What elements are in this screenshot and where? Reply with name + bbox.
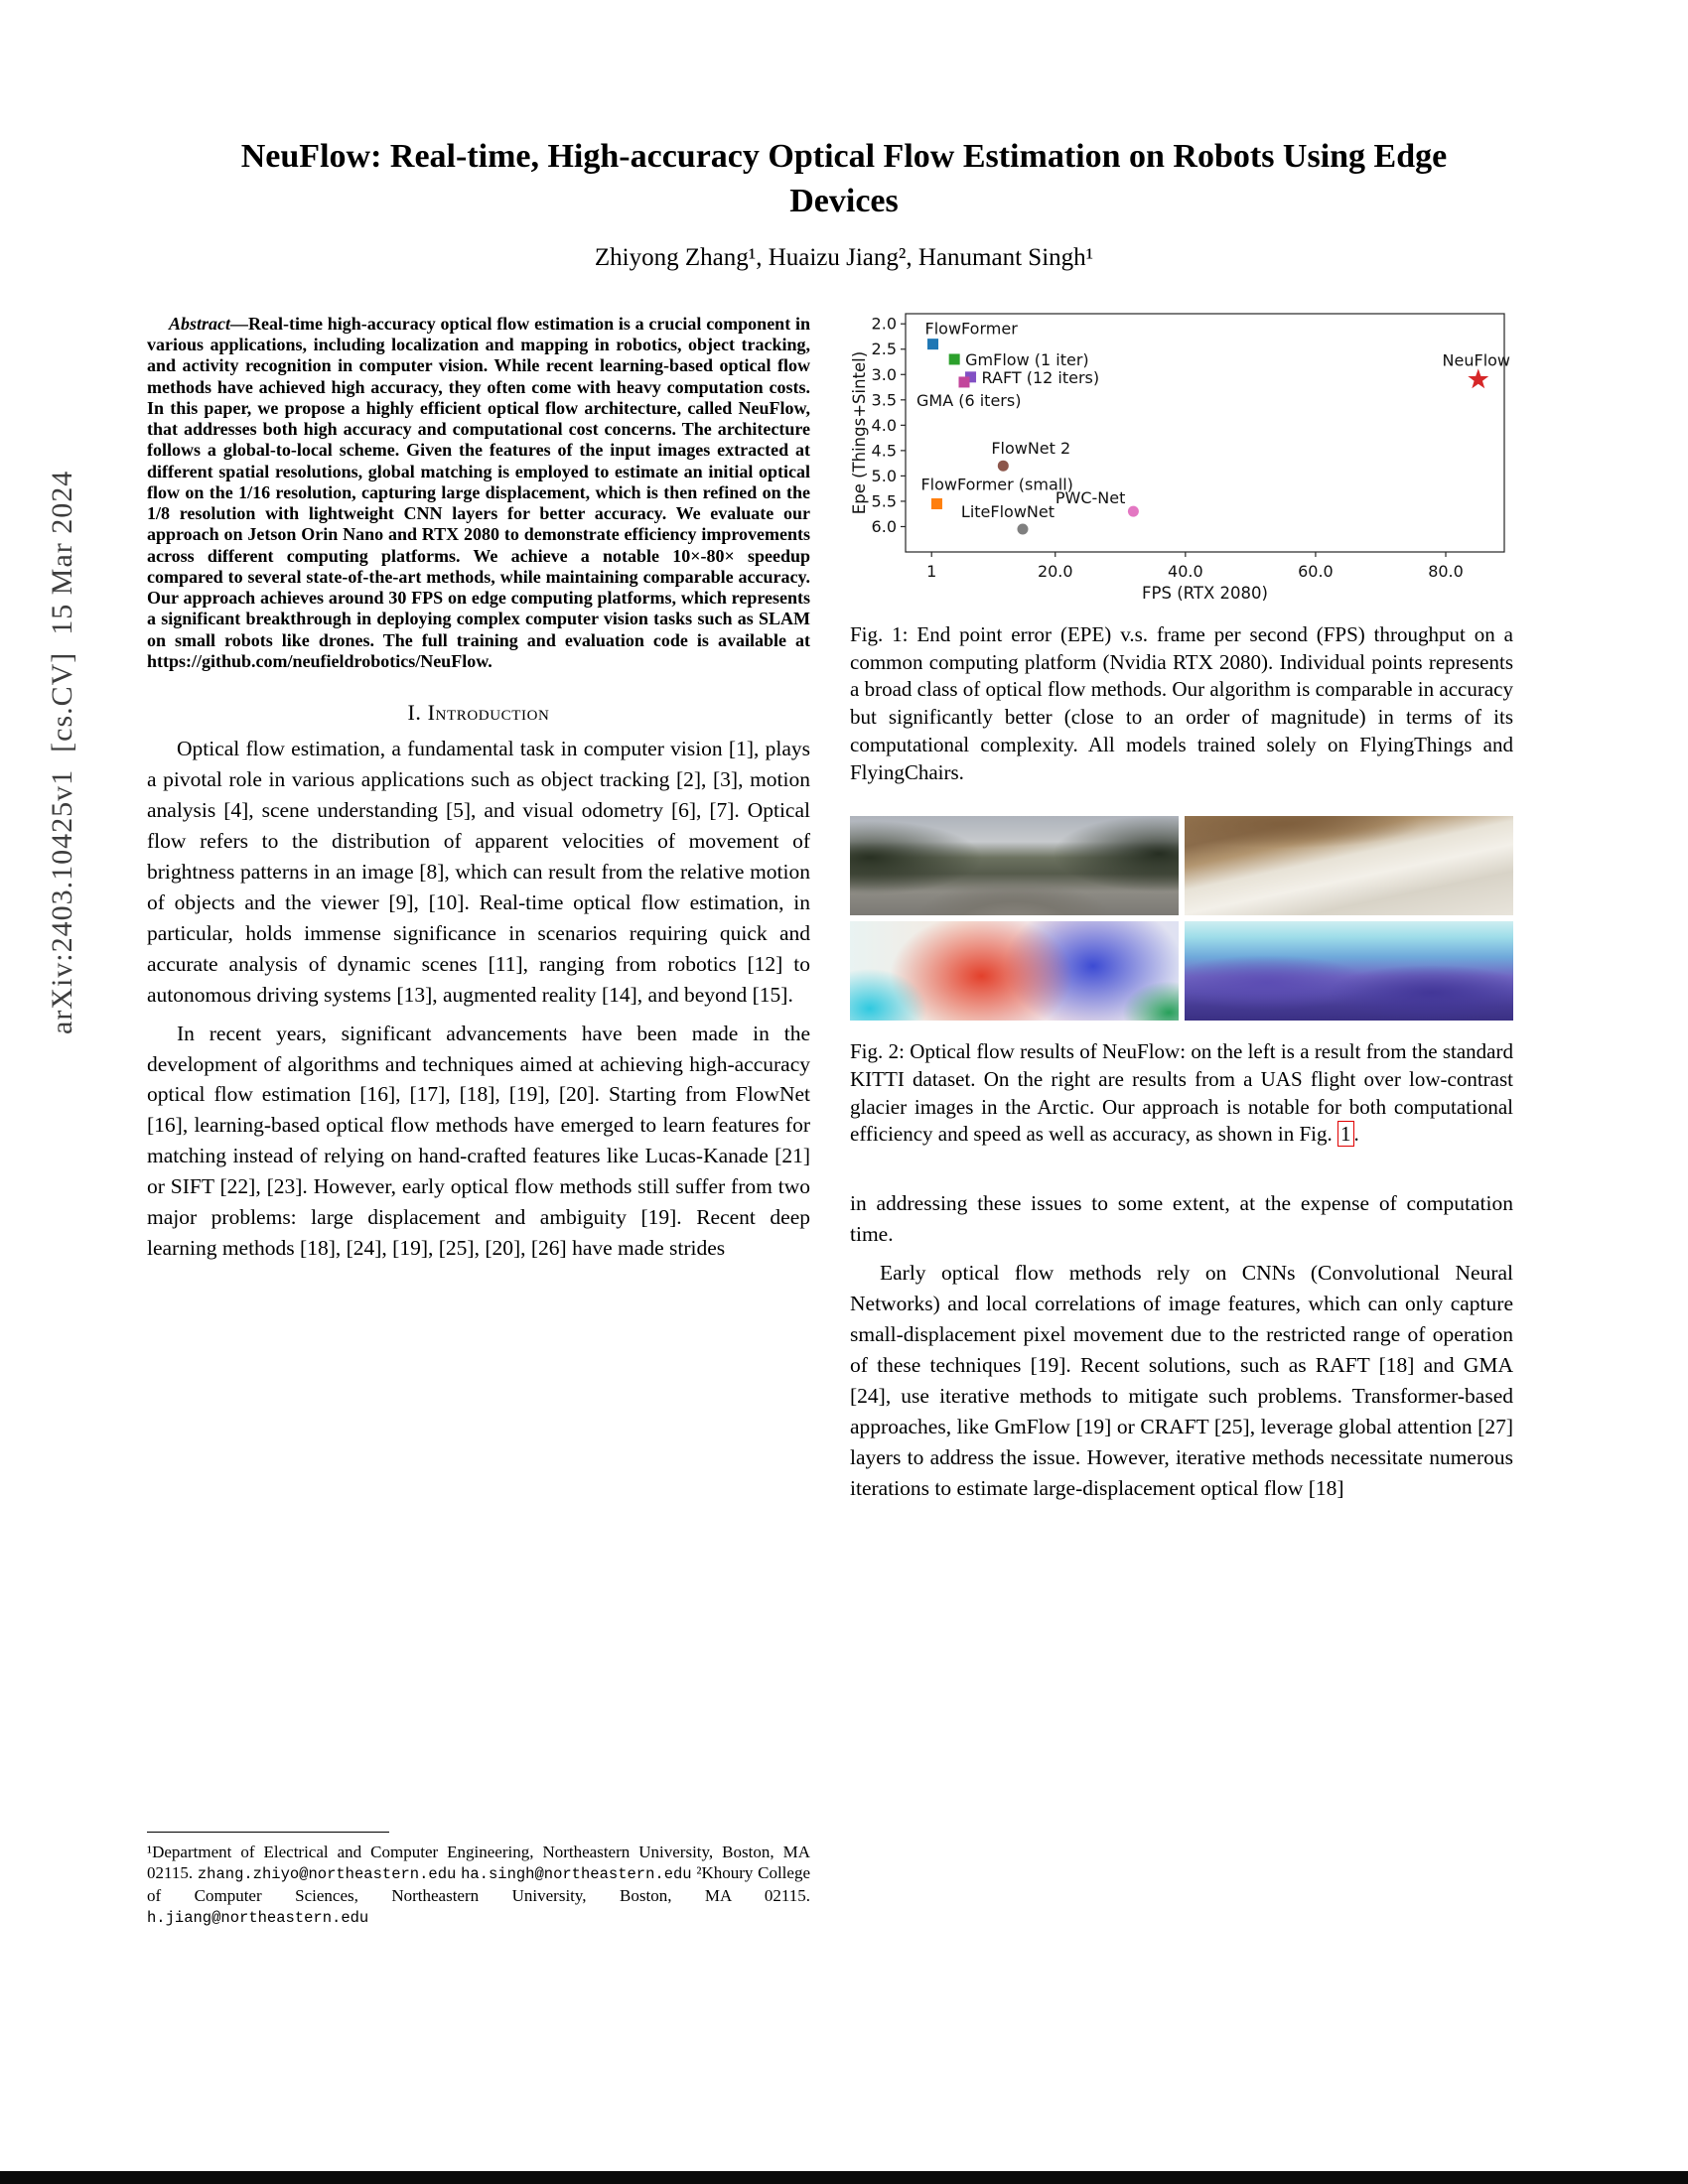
svg-text:60.0: 60.0 [1298, 562, 1334, 581]
svg-text:GmFlow (1 iter): GmFlow (1 iter) [965, 349, 1089, 369]
kitti-optical-flow-image [850, 921, 1179, 1021]
svg-text:3.0: 3.0 [871, 364, 897, 384]
svg-text:3.5: 3.5 [871, 390, 897, 410]
figure-2-caption-end: . [1353, 1122, 1359, 1147]
authors-line: Zhiyong Zhang¹, Huaizu Jiang², Hanumant Singh¹ [594, 244, 1094, 271]
epe-fps-scatter-chart [850, 306, 1512, 604]
svg-text:FlowFormer (small): FlowFormer (small) [920, 475, 1073, 494]
svg-text:Epe (Things+Sintel): Epe (Things+Sintel) [850, 350, 869, 515]
paper-title: NeuFlow: Real-time, High-accuracy Optical Flow Estimation on Robots Using Edge Devices [240, 138, 1448, 219]
introduction-paragraph-2: In recent years, significant advancements have been made in the development of algorithms and techniques aimed at achieving high-accuracy optical flow estimation [16], [17], [18], [19], [20]. Starting from FlowNet [16], learning-based optical flow methods have emerged to learn features for matching instead of relying on hand-crafted features like Lucas-Kanade [21] or SIFT [22], [23]. However, early optical flow methods still suffer from two major problems: large displacement and ambiguity [19]. Recent deep learning methods [18], [24], [19], [25], [20], [26] have made strides [147, 1021, 810, 1261]
svg-text:PWC-Net: PWC-Net [1055, 488, 1126, 508]
figure-1-caption: Fig. 1: End point error (EPE) v.s. frame per second (FPS) throughput on a common computing platform (Nvidia RTX 2080). Individual points represents a broad class of optical flow methods. Our algorithm is comparable in accuracy but significantly better (close to an order of magnitude) in terms of its computational complexity. All models trained solely on FlyingThings and FlyingChairs. [850, 622, 1513, 784]
figure-2 [850, 816, 1513, 1149]
abstract [147, 314, 810, 672]
svg-text:1: 1 [926, 562, 937, 581]
figure-2-image-grid [850, 816, 1513, 1021]
figure-2-caption-text: Fig. 2: Optical flow results of NeuFlow: on the left is a result from the standard KITTI dataset. On the right are results from a UAS flight over low-contrast glacier images in the Arctic. Our approach is notable for both computational efficiency and speed as well as accuracy, as shown in Fig. [850, 1039, 1513, 1147]
glacier-input-image [1185, 816, 1513, 915]
svg-text:80.0: 80.0 [1428, 562, 1464, 581]
footnote [147, 1832, 810, 1928]
svg-text:FlowFormer: FlowFormer [924, 319, 1018, 339]
svg-text:5.0: 5.0 [871, 466, 897, 485]
svg-text:FPS (RTX 2080): FPS (RTX 2080) [1142, 584, 1268, 603]
footnote-affiliation-2: ²Khoury College of Computer Sciences, Northeastern University, Boston, MA 02115. [147, 1863, 810, 1905]
page-bottom-edge [0, 2171, 1688, 2184]
footnote-email-1[interactable]: zhang.zhiyo@northeastern.edu [197, 1865, 457, 1884]
figure-1-reference-link[interactable]: 1 [1337, 1121, 1354, 1147]
svg-text:2.0: 2.0 [871, 314, 897, 334]
footnote-email-3[interactable]: h.jiang@northeastern.edu [147, 1908, 369, 1927]
abstract-label: Abstract— [169, 314, 249, 334]
svg-text:NeuFlow: NeuFlow [1442, 350, 1511, 370]
right-column-paragraph-1: in addressing these issues to some extent, at the expense of computation time. [850, 1191, 1513, 1247]
introduction-paragraph-1: Optical flow estimation, a fundamental task in computer vision [1], plays a pivotal role in various applications such as object tracking [2], [3], motion analysis [4], scene understanding [5], and visual odometry [6], [7]. Optical flow refers to the distribution of apparent velocities of movement of brightness patterns in an image [8], which can result from the relative motion of objects and the viewer [9], [10]. Real-time optical flow estimation, in particular, holds immense significance in scenarios requiring quick and accurate analysis of dynamic scenes [11], ranging from robotics [12] to autonomous driving systems [13], augmented reality [14], and beyond [15]. [147, 736, 810, 1007]
abstract-period: . [488, 650, 492, 671]
svg-text:FlowNet 2: FlowNet 2 [991, 439, 1071, 459]
abstract-text: Real-time high-accuracy optical flow estimation is a crucial component in various applications, including localization and mapping in robotics, object tracking, and activity recognition in computer vision. While recent learning-based optical flow methods have achieved high accuracy, they often come with heavy computation costs. In this paper, we propose a highly efficient optical flow architecture, called NeuFlow, that addresses both high accuracy and computational cost concerns. The architecture follows a global-to-local scheme. Given the features of the input images extracted at different spatial resolutions, global matching is employed to estimate an initial optical flow on the 1/16 resolution, capturing large displacement, which is then refined on the 1/8 resolution with lightweight CNN layers for better accuracy. We evaluate our approach on Jetson Orin Nano and RTX 2080 to demonstrate efficiency improvements across different computing platforms. We achieve a notable 10×-80× speedup compared to several state-of-the-art methods, while maintaining comparable accuracy. Our approach achieves around 30 FPS on edge computing platforms, which represents a significant breakthrough in deploying complex computer vision tasks such as SLAM on small robots like drones. The full training and evaluation code is available at [147, 314, 810, 650]
svg-text:40.0: 40.0 [1168, 562, 1203, 581]
left-column [147, 314, 810, 1264]
svg-text:RAFT (12 iters): RAFT (12 iters) [981, 367, 1100, 387]
svg-text:5.5: 5.5 [871, 491, 897, 511]
svg-text:2.5: 2.5 [871, 340, 897, 359]
svg-text:4.5: 4.5 [871, 441, 897, 461]
glacier-optical-flow-image [1185, 921, 1513, 1021]
footnote-rule [147, 1832, 389, 1833]
figure-2-caption [850, 1038, 1513, 1149]
svg-text:6.0: 6.0 [871, 516, 897, 536]
footnote-email-2[interactable]: ha.singh@northeastern.edu [461, 1865, 692, 1884]
svg-text:GMA (6 iters): GMA (6 iters) [915, 390, 1022, 410]
kitti-input-image [850, 816, 1179, 915]
svg-text:20.0: 20.0 [1037, 562, 1073, 581]
right-column [850, 306, 1513, 1504]
arxiv-watermark: arXiv:2403.10425v1 [cs.CV] 15 Mar 2024 [46, 470, 78, 1035]
svg-text:LiteFlowNet: LiteFlowNet [960, 502, 1055, 522]
svg-text:4.0: 4.0 [871, 415, 897, 435]
footnote-affiliation-1: ¹Department of Electrical and Computer Engineering, Northeastern University, Boston, MA 02115. [147, 1843, 810, 1883]
figure-1 [850, 306, 1513, 786]
right-column-paragraph-2: Early optical flow methods rely on CNNs (Convolutional Neural Networks) and local correlations of image features, which can only capture small-displacement pixel movement due to the restricted range of operation of these techniques [19]. Recent solutions, such as RAFT [18] and GMA [24], use iterative methods to mitigate such problems. Transformer-based approaches, like GmFlow [19] or CRAFT [25], leverage global attention [27] layers to address the issue. However, iterative methods necessitate numerous iterations to estimate large-displacement optical flow [18] [850, 1261, 1513, 1500]
github-link[interactable]: https://github.com/neufieldrobotics/NeuFlow [147, 650, 489, 671]
section-heading-introduction: I. Introduction [407, 699, 550, 725]
